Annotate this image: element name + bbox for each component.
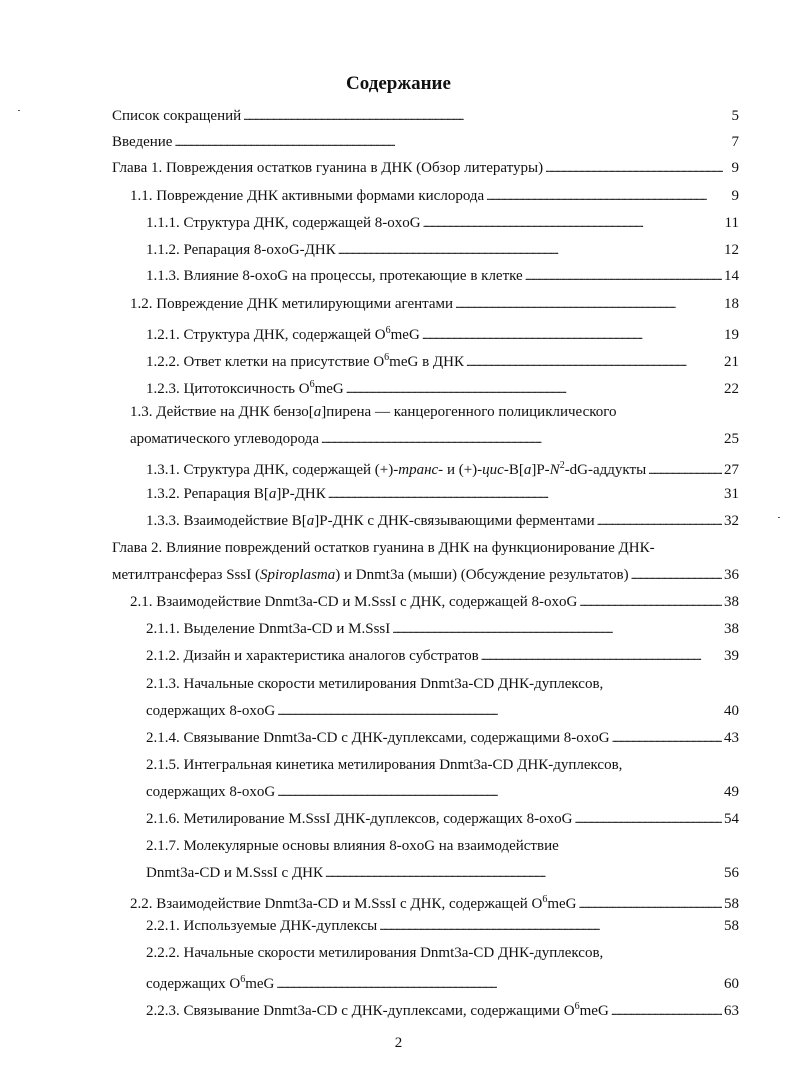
- toc-entry: [0, 183, 797, 209]
- toc-entry-label: Dnmt3a-CD и M.SssI с ДНК: [146, 865, 324, 881]
- page-title: Содержание: [346, 73, 451, 94]
- toc-entry-page: 18: [724, 296, 739, 312]
- toc-entry-page: 9: [731, 160, 739, 176]
- toc-entry: [0, 913, 797, 939]
- leader-dots: [277, 698, 722, 724]
- toc-entry: [0, 453, 797, 479]
- toc-entry-page: 43: [724, 730, 739, 746]
- toc-entry-page: 21: [724, 354, 739, 370]
- leader-dots: [321, 426, 722, 452]
- leader-dots: [379, 913, 722, 939]
- toc-entry-line1: 2.2.2. Начальные скорости метилирования Dnmt3a-CD ДНК-дуплексов,: [146, 945, 604, 961]
- toc-entry-line1: Глава 2. Влияние повреждений остатков гуанина в ДНК на функционирование ДНК-: [112, 540, 655, 556]
- toc-entry: [0, 129, 797, 155]
- toc-entry-page: 39: [724, 648, 739, 664]
- toc-entry: [0, 725, 797, 751]
- toc-entry-label: 2.1.6. Метилирование M.SssI ДНК-дуплексов, содержащих 8-oxoG: [146, 811, 573, 827]
- toc-entry: [0, 103, 797, 129]
- leader-dots: [525, 263, 722, 289]
- toc-entry-label: Список сокращений: [112, 108, 242, 124]
- toc-entry-label: содержащих 8-oxoG: [146, 703, 276, 719]
- toc-entry-label: 2.2.1. Используемые ДНК-дуплексы: [146, 918, 378, 934]
- toc-entry: [0, 318, 797, 344]
- toc-entry-page: 63: [724, 1003, 739, 1019]
- toc-entry-label: 2.2. Взаимодействие Dnmt3a-CD и M.SssI с ДНК, содержащей $O^6meG$: [130, 894, 577, 912]
- toc-entry: [0, 372, 797, 398]
- leader-dots: [597, 508, 722, 534]
- scan-speck: [778, 517, 780, 518]
- toc-entry-label: Глава 1. Повреждения остатков гуанина в ДНК (Обзор литературы): [112, 160, 544, 176]
- toc-entry-page: 58: [724, 896, 739, 912]
- toc-entry-label: 1.1.3. Влияние 8-oxoG на процессы, протекающие в клетке: [146, 268, 523, 284]
- toc-entry-page: 19: [724, 327, 739, 343]
- leader-dots: [481, 643, 722, 669]
- leader-dots: [455, 291, 722, 317]
- toc-entry-page: 49: [724, 784, 739, 800]
- toc-entry: [0, 562, 797, 588]
- leader-dots: [174, 129, 723, 155]
- toc-entry-label: содержащих $O^6meG$: [146, 974, 275, 992]
- toc-entry-label: 2.1.2. Дизайн и характеристика аналогов субстратов: [146, 648, 479, 664]
- toc-entry-page: 12: [724, 242, 739, 258]
- toc-entry-label: 1.1.1. Структура ДНК, содержащей 8-oxoG: [146, 215, 421, 231]
- toc-entry-page: 36: [724, 567, 739, 583]
- leader-dots: [579, 589, 722, 615]
- toc-entry-page: 40: [724, 703, 739, 719]
- toc-entry-line1: 1.3. Действие на ДНК бензо[a]пирена — канцерогенного полициклического: [130, 404, 617, 420]
- toc-entry-page: 54: [724, 811, 739, 827]
- toc-entry: [0, 345, 797, 371]
- toc-entry-label: 1.1.2. Репарация 8-oxoG-ДНК: [146, 242, 336, 258]
- leader-dots: [277, 779, 722, 805]
- toc-entry-page: 31: [724, 486, 739, 502]
- page-number: 2: [394, 1035, 403, 1051]
- toc-entry: [0, 698, 797, 724]
- toc-entry-label: 1.2. Повреждение ДНК метилирующими агентами: [130, 296, 454, 312]
- toc-entry-line1: 2.1.3. Начальные скорости метилирования Dnmt3a-CD ДНК-дуплексов,: [146, 676, 604, 692]
- toc-entry-label: 2.1.4. Связывание Dnmt3a-CD с ДНК-дуплексами, содержащими 8-oxoG: [146, 730, 610, 746]
- toc-entry-label: 1.1. Повреждение ДНК активными формами кислорода: [130, 188, 485, 204]
- toc-entry-page: 38: [724, 594, 739, 610]
- toc-entry: [0, 237, 797, 263]
- leader-dots: [574, 806, 722, 832]
- toc-entry: [0, 994, 797, 1020]
- leader-dots: [612, 725, 722, 751]
- toc-entry-line1: 2.1.7. Молекулярные основы влияния 8-oxoG на взаимодействие: [146, 838, 559, 854]
- scan-speck: [18, 110, 20, 111]
- toc-entry: [0, 508, 797, 534]
- toc-entry-page: 27: [724, 462, 739, 478]
- toc-entry: [0, 263, 797, 289]
- toc-entry-label: 1.3.2. Репарация B[a]P-ДНК: [146, 486, 326, 502]
- toc-entry-label: 2.1. Взаимодействие Dnmt3a-CD и M.SssI с ДНК, содержащей 8-oxoG: [130, 594, 578, 610]
- toc-entry-page: 25: [724, 431, 739, 447]
- toc-entry: [0, 967, 797, 993]
- toc-entry-page: 56: [724, 865, 739, 881]
- toc-entry-label: 1.2.1. Структура ДНК, содержащей $O^6meG$: [146, 325, 420, 343]
- toc-entry-line1: 2.1.5. Интегральная кинетика метилирования Dnmt3a-CD ДНК-дуплексов,: [146, 757, 623, 773]
- toc-entry-page: 32: [724, 513, 739, 529]
- toc-entry-label: 1.3.3. Взаимодействие B[a]P-ДНК с ДНК-связывающими ферментами: [146, 513, 595, 529]
- toc-entry: [0, 291, 797, 317]
- toc-entry-page: 7: [731, 134, 739, 150]
- leader-dots: [631, 562, 722, 588]
- leader-dots: [611, 998, 722, 1024]
- toc-entry-label: 1.3.1. Структура ДНК, содержащей (+)-транс- и $(+)-цис-B[a]P-N^2-dG$-аддукты: [146, 460, 647, 478]
- leader-dots: [486, 183, 723, 209]
- toc-entry-label: метилтрансфераз SssI (Spiroplasma) и Dnmt3a (мыши) (Обсуждение результатов): [112, 567, 629, 583]
- toc-entry-label: ароматического углеводорода: [130, 431, 319, 447]
- leader-dots: [338, 237, 722, 263]
- toc-entry: [0, 860, 797, 886]
- leader-dots: [243, 103, 723, 129]
- toc-entry: [0, 426, 797, 452]
- toc-entry-page: 11: [724, 215, 739, 231]
- toc-entry: [0, 643, 797, 669]
- toc-entry: [0, 887, 797, 913]
- toc-entry-label: содержащих 8-oxoG: [146, 784, 276, 800]
- toc-entry: [0, 589, 797, 615]
- leader-dots: [328, 481, 722, 507]
- toc-entry-page: 60: [724, 976, 739, 992]
- toc-entry-label: 2.1.1. Выделение Dnmt3a-CD и M.SssI: [146, 621, 391, 637]
- toc-entry-label: Введение: [112, 134, 173, 150]
- leader-dots: [648, 457, 722, 483]
- toc-entry: [0, 481, 797, 507]
- toc-entry-page: 9: [731, 188, 739, 204]
- toc-entry: [0, 779, 797, 805]
- toc-entry: [0, 155, 797, 181]
- toc-entry: [0, 210, 797, 236]
- toc-entry-label: 1.2.3. Цитотоксичность $O^6meG$: [146, 379, 344, 397]
- toc-entry-page: 5: [731, 108, 739, 124]
- toc-entry-page: 38: [724, 621, 739, 637]
- leader-dots: [325, 860, 722, 886]
- toc-entry-label: 1.2.2. Ответ клетки на присутствие $O^6meG$ в ДНК: [146, 352, 464, 370]
- toc-entry-page: 22: [724, 381, 739, 397]
- leader-dots: [392, 616, 722, 642]
- toc-entry-page: 58: [724, 918, 739, 934]
- toc-entry: [0, 806, 797, 832]
- toc-entry-label: 2.2.3. Связывание Dnmt3a-CD с ДНК-дуплексами, содержащими $O^6meG$: [146, 1001, 609, 1019]
- toc-entry-page: 14: [724, 268, 739, 284]
- leader-dots: [423, 210, 723, 236]
- leader-dots: [545, 155, 723, 181]
- toc-entry: [0, 616, 797, 642]
